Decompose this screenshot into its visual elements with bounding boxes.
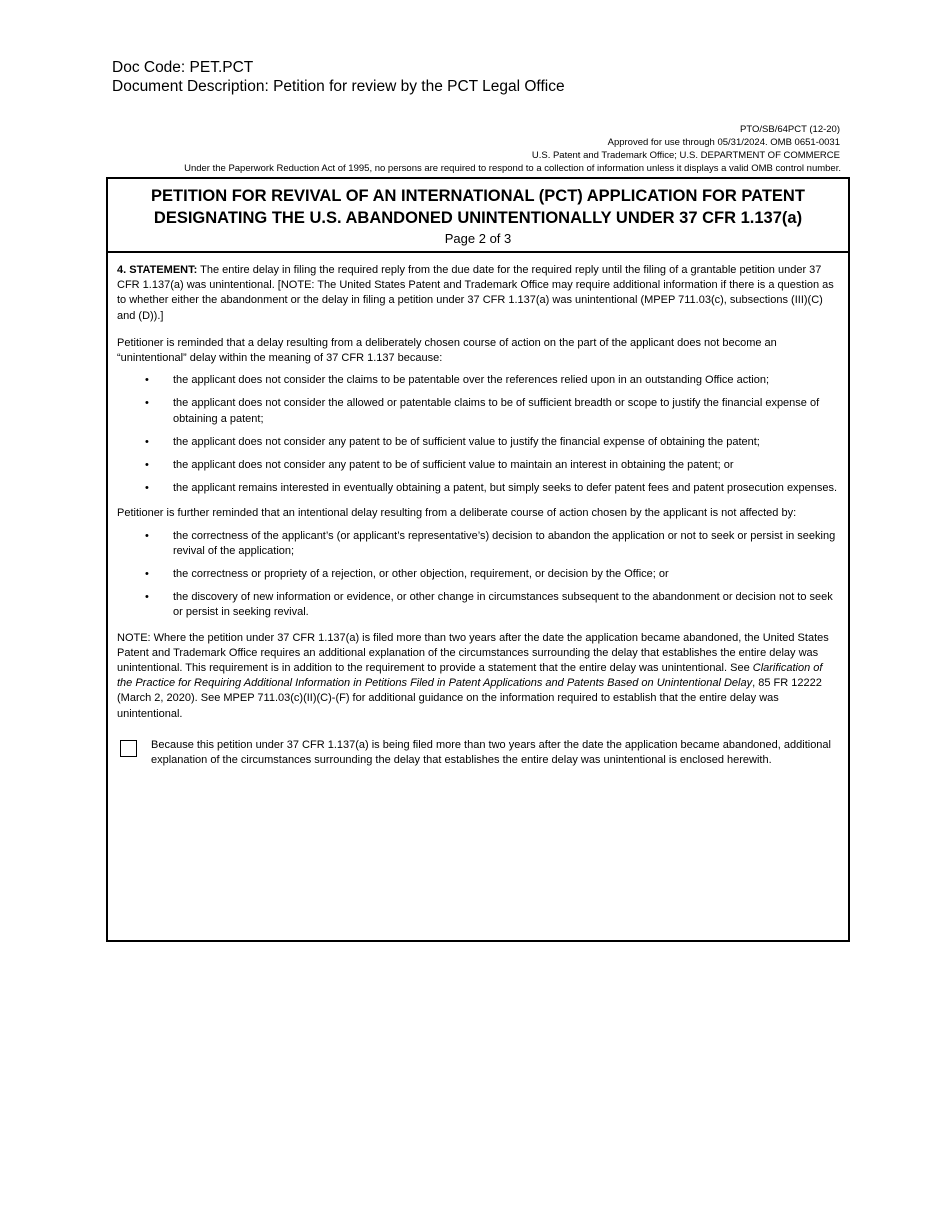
form-box	[106, 177, 850, 942]
bullet-icon: •	[145, 529, 149, 542]
statement-heading: 4. STATEMENT:	[117, 264, 198, 276]
list-item	[117, 435, 839, 450]
agency-line: U.S. Patent and Trademark Office; U.S. DEPARTMENT OF COMMERCE	[531, 150, 840, 161]
bullet-icon: •	[145, 568, 149, 581]
form-body	[108, 253, 848, 768]
statement-text: The entire delay in filing the required reply from the due date for the required reply until the filing of a grantable petition under 37 CFR 1.137(a) was unintentional. [NOTE: The United States Patent and Trademark Office may require additional information if there is a question as to whether either the abandonment or the delay in filing a petition under 37 CFR 1.137(a) was unintentional (MPEP 711.03(c), subsections (III)(C) and (D)).]	[117, 264, 834, 322]
list-item	[117, 590, 839, 620]
list-item-text: the discovery of new information or evidence, or other change in circumstances subsequent to the abandonment or decision not to seek or persist in seeking revival.	[173, 591, 833, 619]
omb-block	[183, 123, 840, 175]
note-text-2: , 85 FR 12222 (March 2, 2020). See MPEP 711.03(c)(II)(C)-(F) for additional guidance on the information required to establish that the entire delay was unintentional.	[117, 677, 822, 720]
form-header	[108, 179, 848, 253]
bullet-icon: •	[145, 374, 149, 387]
enclosure-checkbox[interactable]	[120, 740, 137, 757]
reminder2-intro: Petitioner is further reminded that an intentional delay resulting from a deliberate course of action chosen by the applicant is not affected by:	[117, 507, 797, 520]
omb-approval: Approved for use through 05/31/2024. OMB 0651-0031	[607, 137, 840, 148]
statement-paragraph	[117, 263, 839, 324]
list-item	[117, 529, 839, 559]
list-item-text: the correctness or propriety of a rejection, or other objection, requirement, or decision by the Office; or	[173, 568, 669, 581]
list-item	[117, 458, 839, 473]
bullet-icon: •	[145, 397, 149, 410]
list-item	[117, 481, 839, 496]
list-item-text: the applicant does not consider the claims to be patentable over the references relied upon in an outstanding Office action;	[173, 374, 770, 387]
list-item	[117, 396, 839, 426]
list-item-text: the applicant does not consider the allowed or patentable claims to be of sufficient breadth or scope to justify the financial expense of obtaining a patent;	[173, 397, 820, 425]
bullet-icon: •	[145, 459, 149, 472]
doc-code-block	[112, 58, 565, 96]
note-paragraph	[117, 631, 839, 722]
list-item-text: the applicant does not consider any patent to be of sufficient value to maintain an interest in obtaining the patent; or	[173, 459, 734, 472]
note-citation: Clarification of the Practice for Requiring Additional Information in Petitions Filed in Patent Applications and Patents Based on Unintentional Delay	[117, 662, 823, 690]
doc-description: Document Description: Petition for review by the PCT Legal Office	[112, 78, 565, 95]
page-number: Page 2 of 3	[444, 231, 512, 246]
bullet-icon: •	[145, 435, 149, 448]
form-title-line1: PETITION FOR REVIVAL OF AN INTERNATIONAL (PCT) APPLICATION FOR PATENT	[151, 187, 805, 205]
enclosure-checkbox-row	[117, 738, 839, 768]
note-text-1: NOTE: Where the petition under 37 CFR 1.137(a) is filed more than two years after the date the application became abandoned, the United States Patent and Trademark Office requires an additional explanation of the circumstances surrounding the delay that establishes the entire delay was unintentional. This requirement is in addition to the requirement to provide a statement that the entire delay was unintentional. See	[117, 631, 829, 675]
list-item	[117, 373, 839, 388]
list-item-text: the applicant remains interested in eventually obtaining a patent, but simply seeks to defer patent fees and patent prosecution expenses.	[173, 482, 838, 495]
list-item-text: the correctness of the applicant’s (or applicant’s representative’s) decision to abandon the application or not to seek or persist in seeking revival of the application;	[173, 529, 836, 557]
reminder2-list	[117, 529, 839, 621]
reminder1-list	[117, 373, 839, 496]
list-item	[117, 567, 839, 582]
bullet-icon: •	[145, 482, 149, 495]
list-item-text: the applicant does not consider any patent to be of sufficient value to justify the financial expense of obtaining the patent;	[173, 435, 760, 448]
paperwork-notice: Under the Paperwork Reduction Act of 1995, no persons are required to respond to a collection of information unless it displays a valid OMB control number.	[184, 163, 841, 174]
enclosure-checkbox-label: Because this petition under 37 CFR 1.137(a) is being filed more than two years after the date the application became abandoned, additional explanation of the circumstances surrounding the delay that establishes the entire delay was unintentional is enclosed herewith.	[151, 738, 831, 767]
bullet-icon: •	[145, 591, 149, 604]
form-title	[108, 179, 848, 229]
reminder1-intro: Petitioner is reminded that a delay resulting from a deliberately chosen course of action on the part of the applicant does not become an “unintentional” delay within the meaning of 37 CFR 1.137 because:	[117, 336, 777, 365]
doc-code: Doc Code: PET.PCT	[112, 59, 254, 76]
form-id: PTO/SB/64PCT (12-20)	[740, 124, 840, 135]
form-title-line2: DESIGNATING THE U.S. ABANDONED UNINTENTIONALLY UNDER 37 CFR 1.137(a)	[153, 209, 803, 227]
